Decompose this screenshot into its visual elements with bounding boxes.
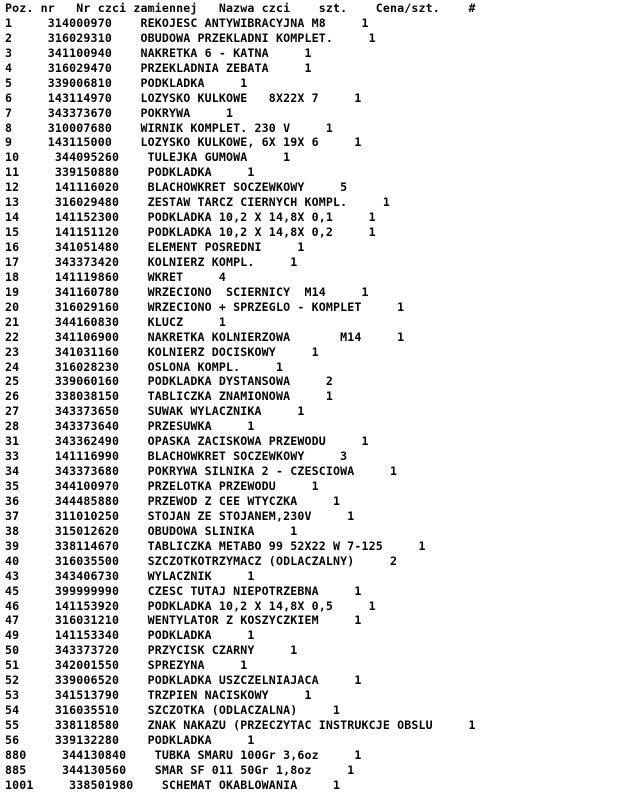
parts-row: 6 143114970 LOZYSKO KULKOWE 8X22X 7 1	[5, 90, 362, 105]
parts-row: 3 341100940 NAKRETKA 6 - KATNA 1	[5, 45, 312, 60]
parts-row: 51 342001550 SPREZYNA 1	[5, 658, 248, 673]
parts-row: 1001 338501980 SCHEMAT OKABLOWANIA 1	[5, 777, 341, 792]
parts-row: 38 315012620 OBUDOWA SLINIKA 1	[5, 523, 298, 538]
parts-row: 17 343373420 KOLNIERZ KOMPL. 1	[5, 254, 298, 269]
parts-row: 36 344485880 PRZEWOD Z CEE WTYCZKA 1	[5, 493, 341, 508]
parts-row: 26 338038150 TABLICZKA ZNAMIONOWA 1	[5, 389, 333, 404]
parts-row: 49 141153340 PODKLADKA 1	[5, 628, 255, 643]
parts-list	[5, 16, 476, 793]
parts-row: 14 141152300 PODKLADKA 10,2 X 14,8X 0,1 1	[5, 210, 376, 225]
parts-row: 1 314000970 REKOJESC ANTYWIBRACYJNA M8 1	[5, 15, 369, 30]
parts-row: 53 341513790 TRZPIEN NACISKOWY 1	[5, 688, 312, 703]
parts-row: 880 344130840 TUBKA SMARU 100Gr 3,6oz 1	[5, 747, 362, 762]
parts-row: 33 141116990 BLACHOWKRET SOCZEWKOWY 3	[5, 449, 348, 464]
parts-row: 16 341051480 ELEMENT POSREDNI 1	[5, 240, 305, 254]
parts-row: 52 339006520 PODKLADKA USZCZELNIAJACA 1	[5, 673, 362, 688]
parts-row: 28 343373640 PRZESUWKA 1	[5, 419, 255, 434]
parts-row: 9 143115000 LOZYSKO KULKOWE, 6X 19X 6 1	[5, 135, 362, 150]
parts-row: 885 344130560 SMAR SF 011 50Gr 1,8oz 1	[5, 762, 355, 777]
parts-row: 13 316029480 ZESTAW TARCZ CIERNYCH KOMPL. 1	[5, 195, 391, 210]
parts-row: 19 341160780 WRZECIONO SCIERNICY M14 1	[5, 284, 369, 299]
parts-row: 46 141153920 PODKLADKA 10,2 X 14,8X 0,5 1	[5, 598, 376, 613]
parts-row: 25 339060160 PODKLADKA DYSTANSOWA 2	[5, 374, 333, 389]
parts-row: 5 339006810 PODKLADKA 1	[5, 75, 248, 90]
parts-row: 45 399999990 CZESC TUTAJ NIEPOTRZEBNA 1	[5, 583, 362, 598]
parts-row: 20 316029160 WRZECIONO + SPRZEGLO - KOMPLET 1	[5, 299, 405, 314]
parts-row: 15 141151120 PODKLADKA 10,2 X 14,8X 0,2 1	[5, 225, 376, 240]
parts-row: 18 141119860 WKRET 4	[5, 269, 227, 284]
parts-row: 23 341031160 KOLNIERZ DOCISKOWY 1	[5, 344, 319, 359]
parts-row: 10 344095260 TULEJKA GUMOWA 1	[5, 150, 291, 165]
parts-row: 21 344160830 KLUCZ 1	[5, 314, 227, 329]
parts-row: 54 316035510 SZCZOTKA (ODLACZALNA) 1	[5, 703, 341, 718]
parts-row: 56 339132280 PODKLADKA 1	[5, 732, 255, 747]
parts-row: 55 338118580 ZNAK NAKAZU (PRZECZYTAC INSTRUKCJE OBSLU 1	[5, 718, 476, 732]
parts-row: 39 338114670 TABLICZKA METABO 99 52X22 W 7-125 1	[5, 538, 426, 553]
parts-row: 37 311010250 STOJAN ZE STOJANEM,230V 1	[5, 508, 355, 523]
parts-row: 27 343373650 SUWAK WYLACZNIKA 1	[5, 404, 305, 419]
parts-row: 11 339150880 PODKLADKA 1	[5, 165, 255, 180]
parts-row: 35 344100970 PRZELOTKA PRZEWODU 1	[5, 479, 319, 493]
parts-row: 8 310007680 WIRNIK KOMPLET. 230 V 1	[5, 120, 333, 135]
parts-row: 7 343373670 POKRYWA 1	[5, 105, 234, 120]
parts-row: 43 343406730 WYLACZNIK 1	[5, 568, 255, 583]
parts-row: 50 343373720 PRZYCISK CZARNY 1	[5, 643, 298, 658]
parts-row: 40 316035500 SZCZOTKOTRZYMACZ (ODLACZALNY) 2	[5, 553, 398, 568]
parts-list-document	[5, 1, 476, 793]
parts-row: 22 341106900 NAKRETKA KOLNIERZOWA M14 1	[5, 329, 405, 344]
parts-row: 4 316029470 PRZEKLADNIA ZEBATA 1	[5, 60, 312, 75]
parts-row: 2 316029310 OBUDOWA PRZEKLADNI KOMPLET. 1	[5, 30, 376, 45]
parts-row: 24 316028230 OSLONA KOMPL. 1	[5, 359, 284, 374]
parts-row: 47 316031210 WENTYLATOR Z KOSZYCZKIEM 1	[5, 613, 362, 628]
parts-row: 31 343362490 OPASKA ZACISKOWA PRZEWODU 1	[5, 434, 369, 449]
parts-row: 34 343373680 POKRYWA SILNIKA 2 - CZESCIOWA 1	[5, 464, 398, 479]
column-header: Poz. nr Nr czci zamiennej Nazwa czci szt. Cena/szt. #	[5, 1, 476, 15]
parts-row: 12 141116020 BLACHOWKRET SOCZEWKOWY 5	[5, 180, 348, 195]
